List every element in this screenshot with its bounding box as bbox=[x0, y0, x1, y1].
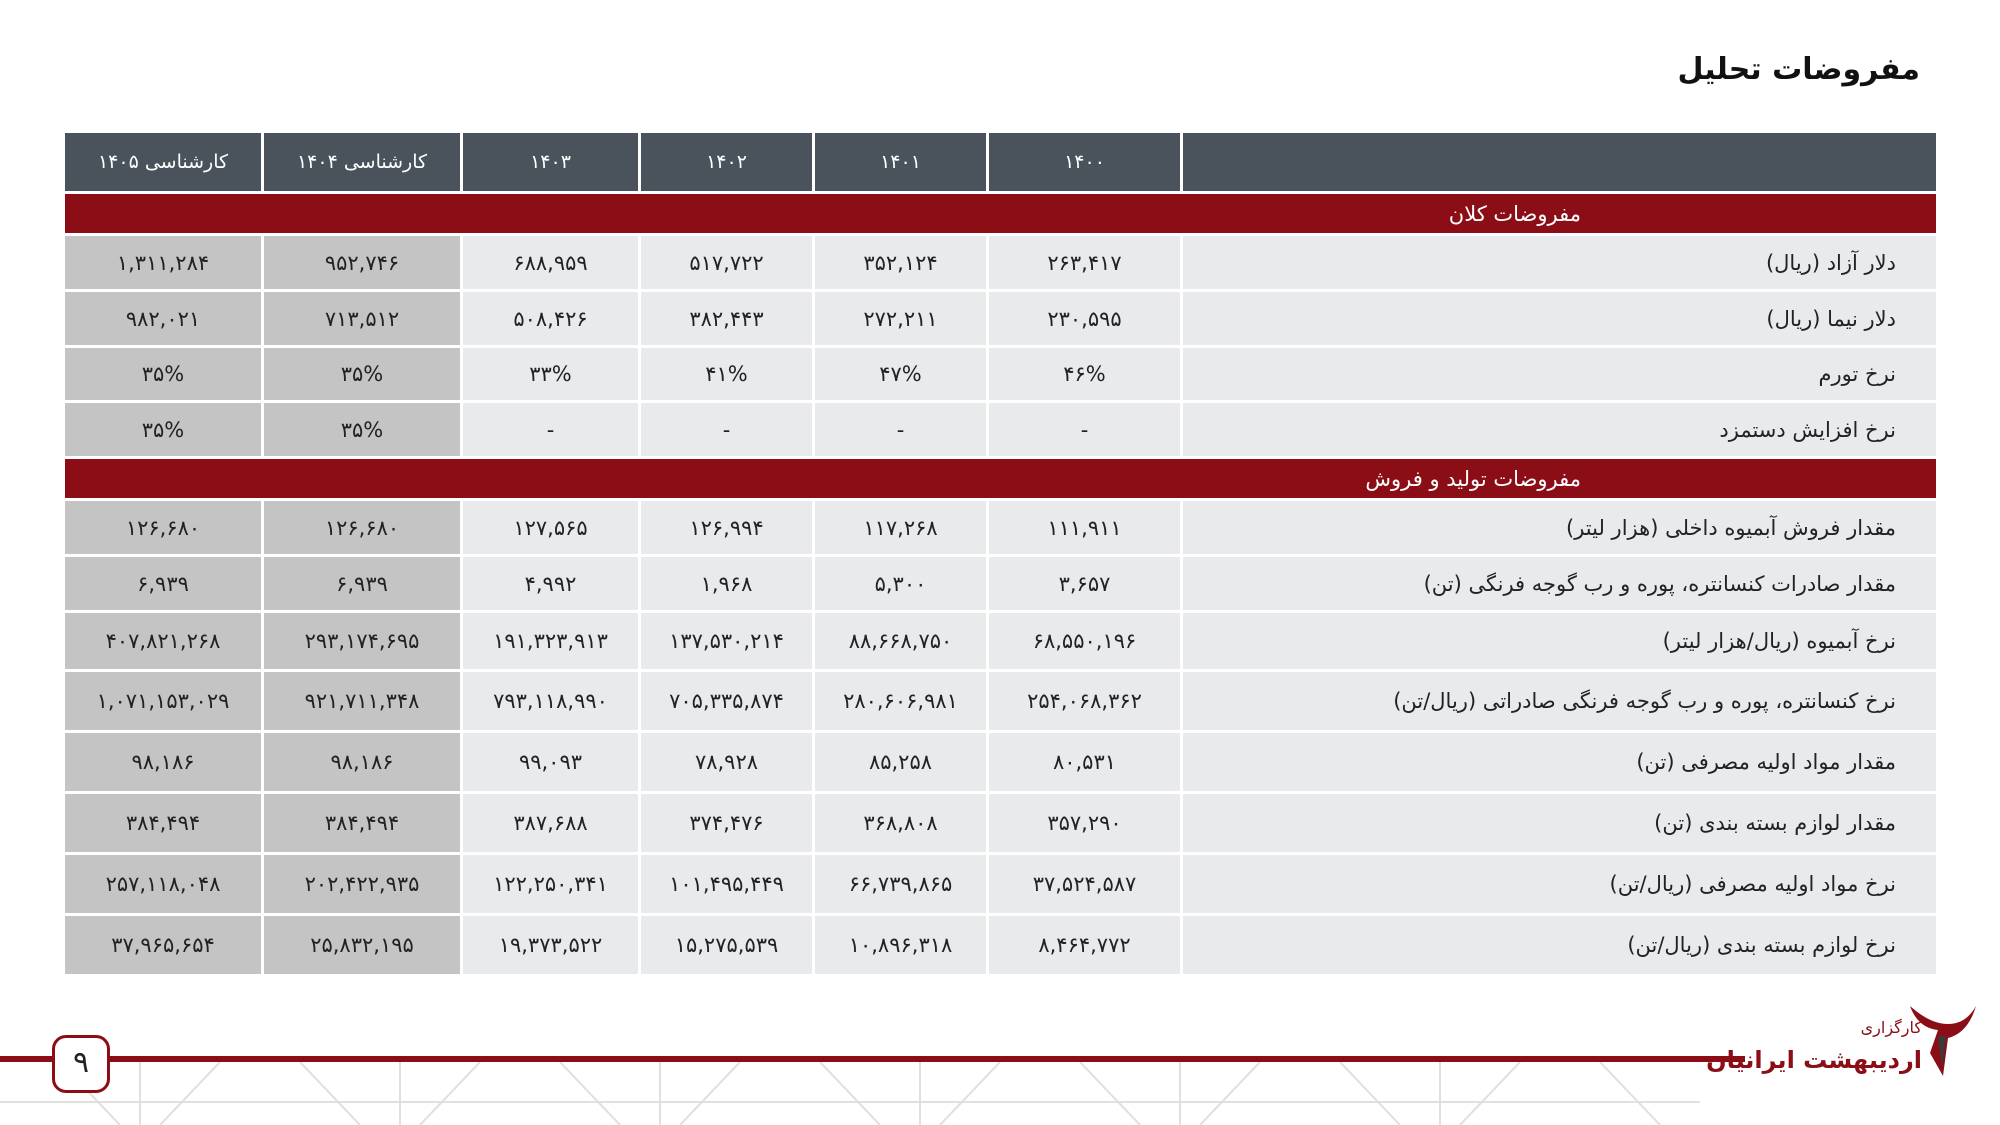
table-row bbox=[65, 794, 1936, 852]
row-label: مقدار صادرات کنسانتره، پوره و رب گوجه فرنگی (تن) bbox=[1183, 557, 1936, 610]
cell: ۵۰۸,۴۲۶ bbox=[463, 292, 638, 345]
cell: ۳۷,۹۶۵,۶۵۴ bbox=[65, 916, 261, 974]
cell: ۴۷% bbox=[815, 348, 986, 400]
cell: ۶,۹۳۹ bbox=[65, 557, 261, 610]
cell: - bbox=[463, 403, 638, 456]
cell: ۳۵% bbox=[65, 348, 261, 400]
cell: ۷۰۵,۳۳۵,۸۷۴ bbox=[641, 672, 812, 730]
section-title: مفروضات تولید و فروش bbox=[65, 459, 1936, 498]
cell: ۳۸۲,۴۴۳ bbox=[641, 292, 812, 345]
cell: ۱۲۶,۶۸۰ bbox=[264, 501, 460, 554]
cell: ۳,۶۵۷ bbox=[989, 557, 1180, 610]
row-label: مقدار فروش آبمیوه داخلی (هزار لیتر) bbox=[1183, 501, 1936, 554]
section-row-macro bbox=[65, 194, 1936, 233]
cell: ۶,۹۳۹ bbox=[264, 557, 460, 610]
table-row bbox=[65, 501, 1936, 554]
table-row bbox=[65, 672, 1936, 730]
cell: ۲۸۰,۶۰۶,۹۸۱ bbox=[815, 672, 986, 730]
cell: - bbox=[815, 403, 986, 456]
cell: - bbox=[989, 403, 1180, 456]
cell: ۱۲۶,۹۹۴ bbox=[641, 501, 812, 554]
cell: ۱۱۷,۲۶۸ bbox=[815, 501, 986, 554]
cell: ۱۱۱,۹۱۱ bbox=[989, 501, 1180, 554]
cell: ۹۸,۱۸۶ bbox=[65, 733, 261, 791]
row-label: نرخ لوازم بسته بندی (ریال/تن) bbox=[1183, 916, 1936, 974]
row-label: نرخ افزایش دستمزد bbox=[1183, 403, 1936, 456]
cell: ۲۳۰,۵۹۵ bbox=[989, 292, 1180, 345]
row-label: نرخ آبمیوه (ریال/هزار لیتر) bbox=[1183, 613, 1936, 669]
cell: ۴,۹۹۲ bbox=[463, 557, 638, 610]
table-row bbox=[65, 348, 1936, 400]
header-1401: ۱۴۰۱ bbox=[815, 133, 986, 191]
table-row bbox=[65, 733, 1936, 791]
cell: ۶۶,۷۳۹,۸۶۵ bbox=[815, 855, 986, 913]
header-label-col bbox=[1183, 133, 1936, 191]
row-label: نرخ تورم bbox=[1183, 348, 1936, 400]
cell: ۴۰۷,۸۲۱,۲۶۸ bbox=[65, 613, 261, 669]
cell: ۱۰۱,۴۹۵,۴۴۹ bbox=[641, 855, 812, 913]
cell: - bbox=[641, 403, 812, 456]
cell: ۹۵۲,۷۴۶ bbox=[264, 236, 460, 289]
table-row bbox=[65, 557, 1936, 610]
cell: ۸,۴۶۴,۷۷۲ bbox=[989, 916, 1180, 974]
cell: ۹۲۱,۷۱۱,۳۴۸ bbox=[264, 672, 460, 730]
table-row bbox=[65, 403, 1936, 456]
page-title: مفروضات تحلیل bbox=[1677, 52, 1920, 87]
cell: ۳۳% bbox=[463, 348, 638, 400]
cell: ۷۸,۹۲۸ bbox=[641, 733, 812, 791]
cell: ۳۵۲,۱۲۴ bbox=[815, 236, 986, 289]
header-1403: ۱۴۰۳ bbox=[463, 133, 638, 191]
table-row bbox=[65, 855, 1936, 913]
section-row-production bbox=[65, 459, 1936, 498]
header-expert-1404: کارشناسی ۱۴۰۴ bbox=[264, 133, 460, 191]
cell: ۸۰,۵۳۱ bbox=[989, 733, 1180, 791]
footer-rule bbox=[0, 1056, 1745, 1062]
section-title: مفروضات کلان bbox=[65, 194, 1936, 233]
table-row bbox=[65, 613, 1936, 669]
cell: ۱۲۷,۵۶۵ bbox=[463, 501, 638, 554]
cell: ۳۷,۵۲۴,۵۸۷ bbox=[989, 855, 1180, 913]
cell: ۵۱۷,۷۲۲ bbox=[641, 236, 812, 289]
row-label: دلار نیما (ریال) bbox=[1183, 292, 1936, 345]
cell: ۶۸۸,۹۵۹ bbox=[463, 236, 638, 289]
cell: ۳۵% bbox=[65, 403, 261, 456]
cell: ۲۵,۸۳۲,۱۹۵ bbox=[264, 916, 460, 974]
cell: ۶۸,۵۵۰,۱۹۶ bbox=[989, 613, 1180, 669]
cell: ۷۹۳,۱۱۸,۹۹۰ bbox=[463, 672, 638, 730]
cell: ۱۲۲,۲۵۰,۳۴۱ bbox=[463, 855, 638, 913]
cell: ۱۹۱,۳۲۳,۹۱۳ bbox=[463, 613, 638, 669]
header-1402: ۱۴۰۲ bbox=[641, 133, 812, 191]
cell: ۲۹۳,۱۷۴,۶۹۵ bbox=[264, 613, 460, 669]
cell: ۴۱% bbox=[641, 348, 812, 400]
assumptions-table bbox=[62, 130, 1939, 977]
cell: ۱,۳۱۱,۲۸۴ bbox=[65, 236, 261, 289]
cell: ۸۵,۲۵۸ bbox=[815, 733, 986, 791]
row-label: مقدار مواد اولیه مصرفی (تن) bbox=[1183, 733, 1936, 791]
page-number: ۹ bbox=[52, 1035, 110, 1093]
cell: ۱,۰۷۱,۱۵۳,۰۲۹ bbox=[65, 672, 261, 730]
cell: ۹۸۲,۰۲۱ bbox=[65, 292, 261, 345]
cell: ۵,۳۰۰ bbox=[815, 557, 986, 610]
cell: ۳۸۴,۴۹۴ bbox=[264, 794, 460, 852]
cell: ۱,۹۶۸ bbox=[641, 557, 812, 610]
cell: ۴۶% bbox=[989, 348, 1180, 400]
cell: ۲۶۳,۴۱۷ bbox=[989, 236, 1180, 289]
table-row bbox=[65, 292, 1936, 345]
cell: ۹۸,۱۸۶ bbox=[264, 733, 460, 791]
cell: ۱۹,۳۷۳,۵۲۲ bbox=[463, 916, 638, 974]
cell: ۳۸۴,۴۹۴ bbox=[65, 794, 261, 852]
row-label: دلار آزاد (ریال) bbox=[1183, 236, 1936, 289]
cell: ۹۹,۰۹۳ bbox=[463, 733, 638, 791]
cell: ۱۲۶,۶۸۰ bbox=[65, 501, 261, 554]
row-label: نرخ مواد اولیه مصرفی (ریال/تن) bbox=[1183, 855, 1936, 913]
cell: ۷۱۳,۵۱۲ bbox=[264, 292, 460, 345]
cell: ۱۳۷,۵۳۰,۲۱۴ bbox=[641, 613, 812, 669]
cell: ۳۵% bbox=[264, 403, 460, 456]
cell: ۲۷۲,۲۱۱ bbox=[815, 292, 986, 345]
cell: ۲۵۴,۰۶۸,۳۶۲ bbox=[989, 672, 1180, 730]
cell: ۳۶۸,۸۰۸ bbox=[815, 794, 986, 852]
cell: ۳۵۷,۲۹۰ bbox=[989, 794, 1180, 852]
cell: ۸۸,۶۶۸,۷۵۰ bbox=[815, 613, 986, 669]
table-header-row bbox=[65, 133, 1936, 191]
table-row bbox=[65, 916, 1936, 974]
row-label: مقدار لوازم بسته بندی (تن) bbox=[1183, 794, 1936, 852]
cell: ۳۵% bbox=[264, 348, 460, 400]
header-1400: ۱۴۰۰ bbox=[989, 133, 1180, 191]
cell: ۳۸۷,۶۸۸ bbox=[463, 794, 638, 852]
row-label: نرخ کنسانتره، پوره و رب گوجه فرنگی صادراتی (ریال/تن) bbox=[1183, 672, 1936, 730]
table-row bbox=[65, 236, 1936, 289]
logo-subtitle: کارگزاری bbox=[1860, 1018, 1922, 1037]
cell: ۳۷۴,۴۷۶ bbox=[641, 794, 812, 852]
cell: ۱۵,۲۷۵,۵۳۹ bbox=[641, 916, 812, 974]
cell: ۱۰,۸۹۶,۳۱۸ bbox=[815, 916, 986, 974]
cell: ۲۰۲,۴۲۲,۹۳۵ bbox=[264, 855, 460, 913]
cell: ۲۵۷,۱۱۸,۰۴۸ bbox=[65, 855, 261, 913]
footer-decoration bbox=[0, 1062, 2000, 1125]
logo-title: اردیبهشت ایرانیان bbox=[1706, 1046, 1922, 1074]
header-expert-1405: کارشناسی ۱۴۰۵ bbox=[65, 133, 261, 191]
